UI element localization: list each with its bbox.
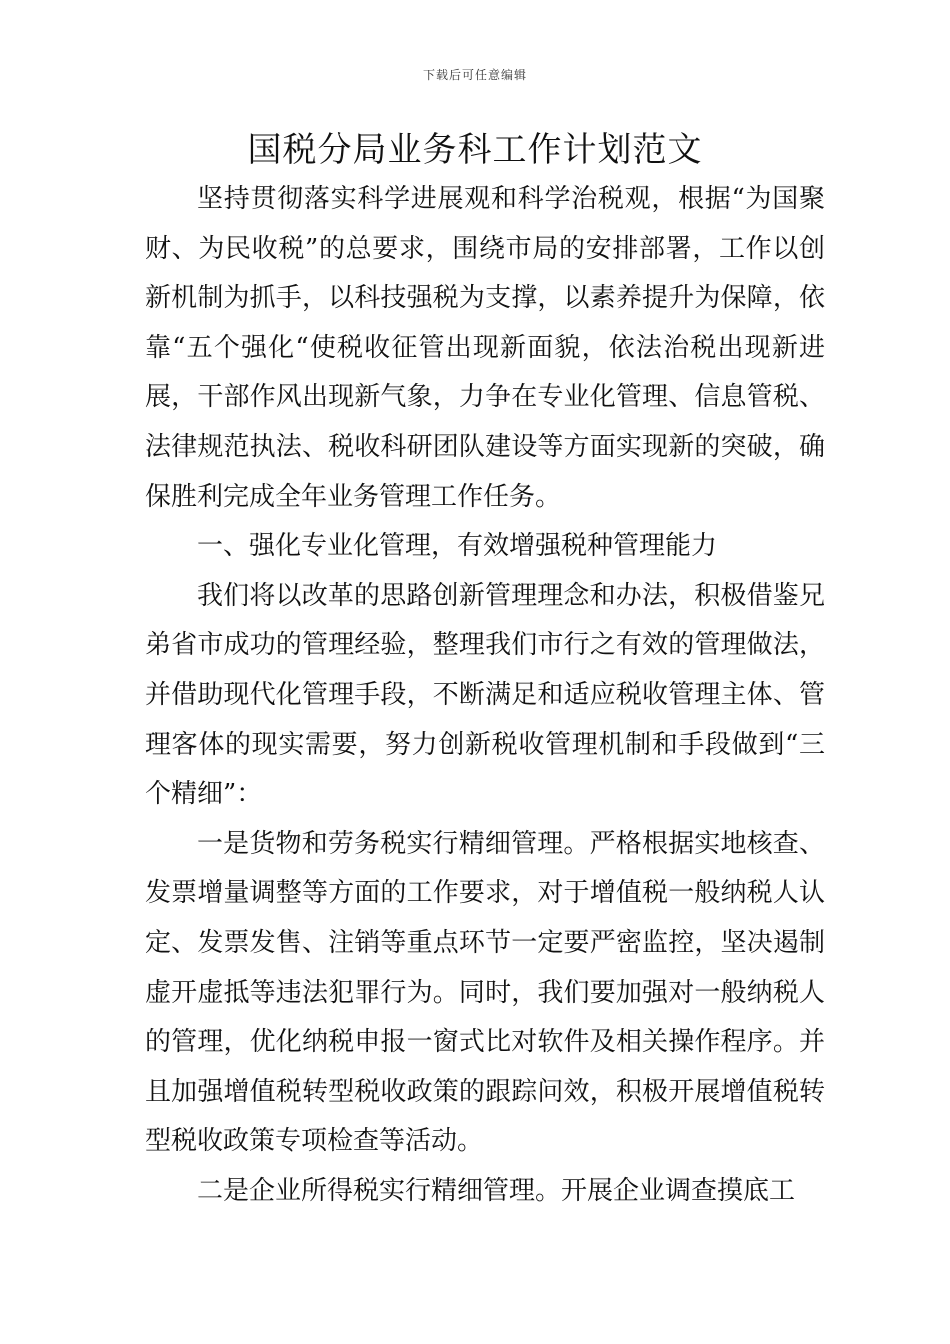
paragraph-item-2: 二是企业所得税实行精细管理。开展企业调查摸底工 [197, 1175, 796, 1206]
header-note: 下载后可任意编辑 [422, 68, 527, 82]
paragraph-section-1: 我们将以改革的思路创新管理理念和办法，积极借鉴兄弟省市成功的管理经验，整理我们市行之有效的管理做法，并借助现代化管理手段，不断满足和适应税收管理主体、管理客体的现实需要，努力创新税收管理机制和手段做到“三个精细”： [145, 580, 825, 810]
section-heading-1: 一、强化专业化管理，有效增强税种管理能力 [197, 531, 718, 562]
document-title: 国税分局业务科工作计划范文 [247, 130, 703, 170]
document-body [145, 175, 825, 1216]
paragraph-item-1: 一是货物和劳务税实行精细管理。严格根据实地核查、发票增量调整等方面的工作要求，对于增值税一般纳税人认定、发票发售、注销等重点环节一定要严密监控，坚决遏制虚开虚抵等违法犯罪行为。同时，我们要加强对一般纳税人的管理，优化纳税申报一窗式比对软件及相关操作程序。并且加强增值税转型税收政策的跟踪问效，积极开展增值税转型税收政策专项检查等活动。 [145, 828, 825, 1157]
paragraph-intro: 坚持贯彻落实科学进展观和科学治税观，根据“为国聚财、为民收税”的总要求，围绕市局的安排部署，工作以创新机制为抓手，以科技强税为支撑，以素养提升为保障，依靠“五个强化“使税收征管出现新面貌，依法治税出现新进展，干部作风出现新气象，力争在专业化管理、信息管税、法律规范执法、税收科研团队建设等方面实现新的突破，确保胜利完成全年业务管理工作任务。 [145, 184, 825, 512]
